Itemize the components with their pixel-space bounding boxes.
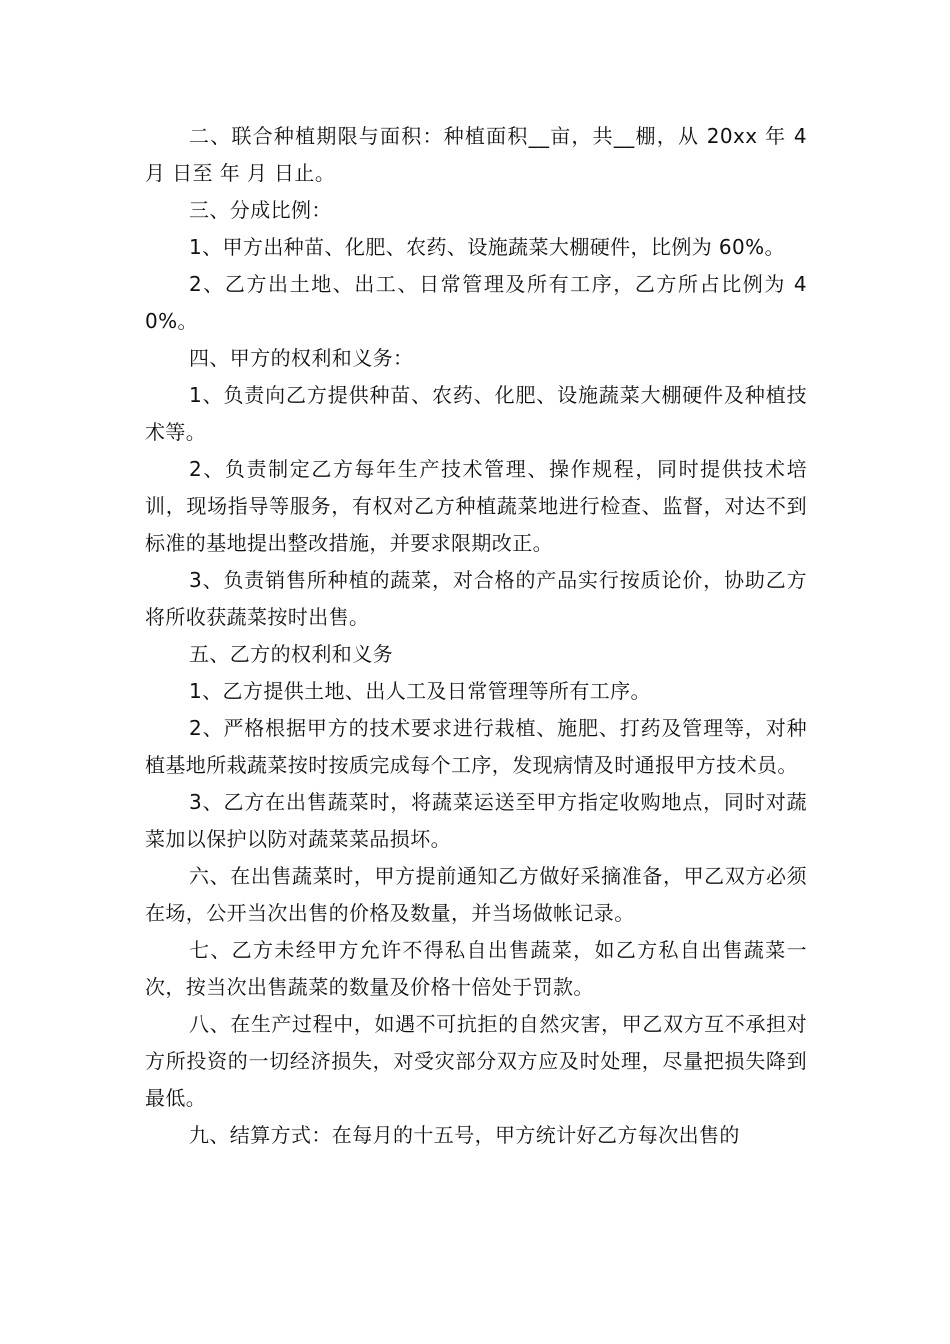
clause-9: 九、结算方式：在每月的十五号，甲方统计好乙方每次出售的 <box>189 1123 740 1147</box>
clause-5-item-2: 2、严格根据甲方的技术要求进行栽植、施肥、打药及管理等，对种植基地所栽蔬菜按时按质完成每个工序，发现病情及时通报甲方技术员。 <box>145 716 807 777</box>
document-body <box>145 118 807 1154</box>
clause-3-item-2: 2、乙方出土地、出工、日常管理及所有工序，乙方所占比例为 40%。 <box>145 272 807 333</box>
clause-4-heading: 四、甲方的权利和义务： <box>189 346 414 370</box>
clause-5-heading: 五、乙方的权利和义务 <box>189 642 393 666</box>
clause-3-item-1: 1、甲方出种苗、化肥、农药、设施蔬菜大棚硬件，比例为 60%。 <box>189 235 785 259</box>
clause-4-item-2: 2、负责制定乙方每年生产技术管理、操作规程，同时提供技术培训，现场指导等服务，有权对乙方种植蔬菜地进行检查、监督，对达不到标准的基地提出整改措施，并要求限期改正。 <box>145 457 807 555</box>
clause-4-item-3: 3、负责销售所种植的蔬菜，对合格的产品实行按质论价，协助乙方将所收获蔬菜按时出售。 <box>145 568 807 629</box>
clause-5-item-1: 1、乙方提供土地、出人工及日常管理等所有工序。 <box>189 679 651 703</box>
clause-6: 六、在出售蔬菜时，甲方提前通知乙方做好采摘准备，甲乙双方必须在场，公开当次出售的价格及数量，并当场做帐记录。 <box>145 864 807 925</box>
clause-8: 八、在生产过程中，如遇不可抗拒的自然灾害，甲乙双方互不承担对方所投资的一切经济损失，对受灾部分双方应及时处理，尽量把损失降到最低。 <box>145 1012 807 1110</box>
clause-4-item-1: 1、负责向乙方提供种苗、农药、化肥、设施蔬菜大棚硬件及种植技术等。 <box>145 383 807 444</box>
clause-7: 七、乙方未经甲方允许不得私自出售蔬菜，如乙方私自出售蔬菜一次，按当次出售蔬菜的数量及价格十倍处于罚款。 <box>145 938 807 999</box>
clause-3-heading: 三、分成比例： <box>189 198 332 222</box>
clause-5-item-3: 3、乙方在出售蔬菜时，将蔬菜运送至甲方指定收购地点，同时对蔬菜加以保护以防对蔬菜菜品损坏。 <box>145 790 807 851</box>
clause-2-term-and-area: 二、联合种植期限与面积：种植面积__亩，共__棚，从 20xx 年 4 月 日至 年 月 日止。 <box>145 124 807 185</box>
